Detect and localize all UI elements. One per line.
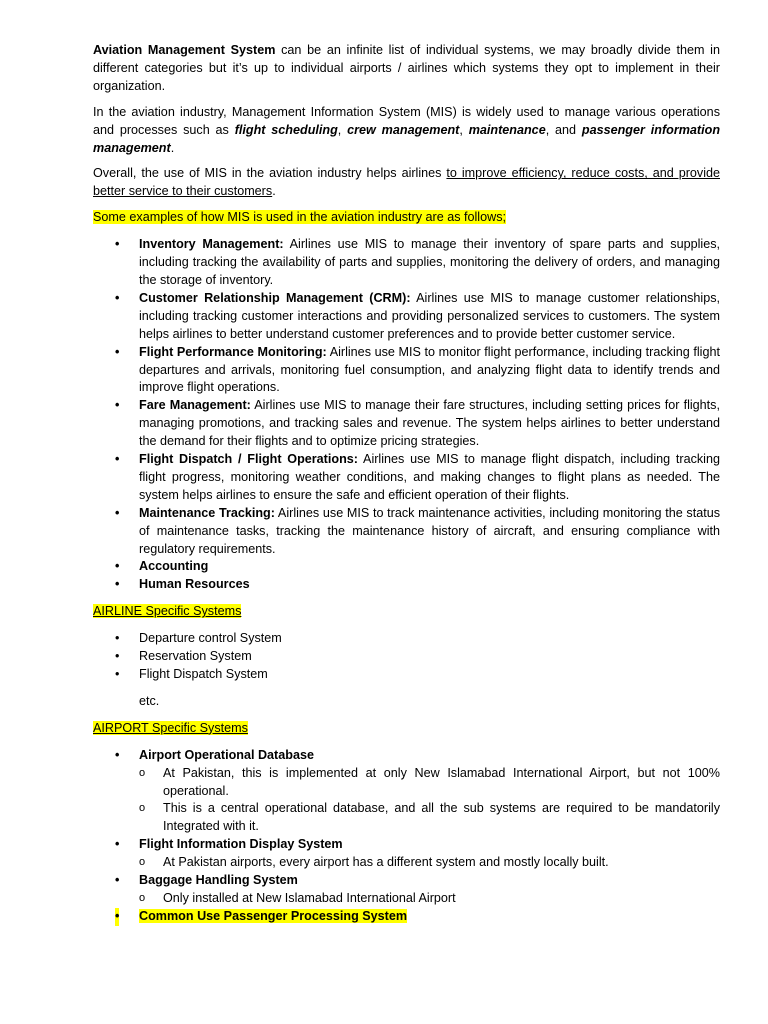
bullet-icon: • [115,290,120,305]
bullet-icon: • [115,631,120,646]
list-item: • Baggage Handling System o Only installed at New Islamabad International Airport [93,872,720,908]
bullet-icon: • [115,398,120,413]
circle-bullet-icon: o [139,802,146,815]
list-item: • Human Resources [93,576,720,594]
sub-list-item: o At Pakistan airports, every airport has a different system and mostly locally built. [139,854,720,872]
bullet-icon: • [115,667,120,681]
list-item-highlighted: • Common Use Passenger Processing System [93,908,720,926]
airport-systems-list [93,747,720,926]
list-item: • Fare Management: Airlines use MIS to manage their fare structures, including setting prices for flights, managing promotions, and tracking sales and revenue. The system helps airlines to better understand the demand for their flights and to optimize pricing strategies. [115,398,720,449]
intro-paragraph-2: In the aviation industry, Management Information System (MIS) is widely used to manage various operations and processes such as flight scheduling, crew management, maintenance, and passenger information management. [93,104,721,155]
list-item: • Flight Information Display System o At Pakistan airports, every airport has a different system and mostly locally built. [93,836,720,872]
circle-bullet-icon: o [139,856,146,869]
sub-list [139,765,720,837]
etc-text: etc. [139,693,160,708]
list-item: • Inventory Management: Airlines use MIS to manage their inventory of spare parts and supplies, including tracking the availability of parts and supplies, monitoring the delivery of orders, and managing the storage of inventory. [115,237,720,287]
list-item: • Flight Dispatch / Flight Operations: Airlines use MIS to manage flight dispatch, including tracking flight progress, monitoring weather conditions, and making changes to flight plans as needed. The system helps airlines to ensure the safe and efficient operation of their flights. [115,452,720,502]
list-item: • Airport Operational Database o At Pakistan, this is implemented at only New Islamabad International Airport, but not 100% operational. o This is a central operational database, and all the sub systems are required to be mandatorily Integrated with it. [93,747,720,837]
intro-paragraph-3: Overall, the use of MIS in the aviation industry helps airlines to improve efficiency, reduce costs, and provide better service to their customers. [93,166,720,199]
bullet-icon: • [115,837,120,852]
mis-examples-list [93,236,720,594]
term-ams: Aviation Management System [93,43,276,57]
list-item: • Accounting [93,558,720,576]
bullet-icon: • [115,577,120,592]
bullet-icon: • [115,908,119,926]
list-item: • Customer Relationship Management (CRM): Airlines use MIS to manage customer relationships, including tracking customer interactions and providing personalized services to customers. The system helps airlines to better understand customer preferences and to provide better customer service. [115,290,720,341]
sub-list [139,890,720,908]
sub-list-item: o At Pakistan, this is implemented at only New Islamabad International Airport, but not 100% operational. [139,765,720,798]
bullet-icon: • [115,873,120,888]
bullet-icon: • [115,344,120,359]
sub-list-item: o This is a central operational database, and all the sub systems are required to be mandatorily Integrated with it. [139,801,720,834]
list-item: • Flight Dispatch System [93,666,720,684]
airport-heading: AIRPORT Specific Systems [93,720,248,735]
bullet-icon: • [115,452,120,467]
list-item: • Departure control System [93,630,720,648]
bullet-icon: • [115,559,120,574]
bullet-icon: • [115,505,120,520]
bullet-icon: • [115,649,120,664]
list-item: • Maintenance Tracking: Airlines use MIS to track maintenance activities, including monitoring the status of maintenance tasks, tracking the maintenance history of aircraft, and ensuring compliance with regulatory requirements. [115,505,720,556]
circle-bullet-icon: o [139,891,146,904]
sub-list-item: o Only installed at New Islamabad International Airport [139,890,720,908]
list-item: • Reservation System [93,648,720,666]
bullet-icon: • [115,747,120,762]
airline-systems-list [93,630,720,684]
airline-heading: AIRLINE Specific Systems [93,604,242,619]
examples-heading: Some examples of how MIS is used in the aviation industry are as follows; [93,210,506,225]
circle-bullet-icon: o [139,766,146,779]
list-item: • Flight Performance Monitoring: Airlines use MIS to monitor flight performance, including tracking flight departures and arrivals, monitoring fuel consumption, and analyzing flight data to identify trends and improve flight operations. [115,344,720,395]
intro-paragraph-1: Aviation Management System can be an infinite list of individual systems, we may broadly divide them in different categories but it’s up to individual airports / airlines which systems they opt to implement in their organization. [93,43,720,93]
sub-list [139,854,720,872]
bullet-icon: • [115,237,120,252]
